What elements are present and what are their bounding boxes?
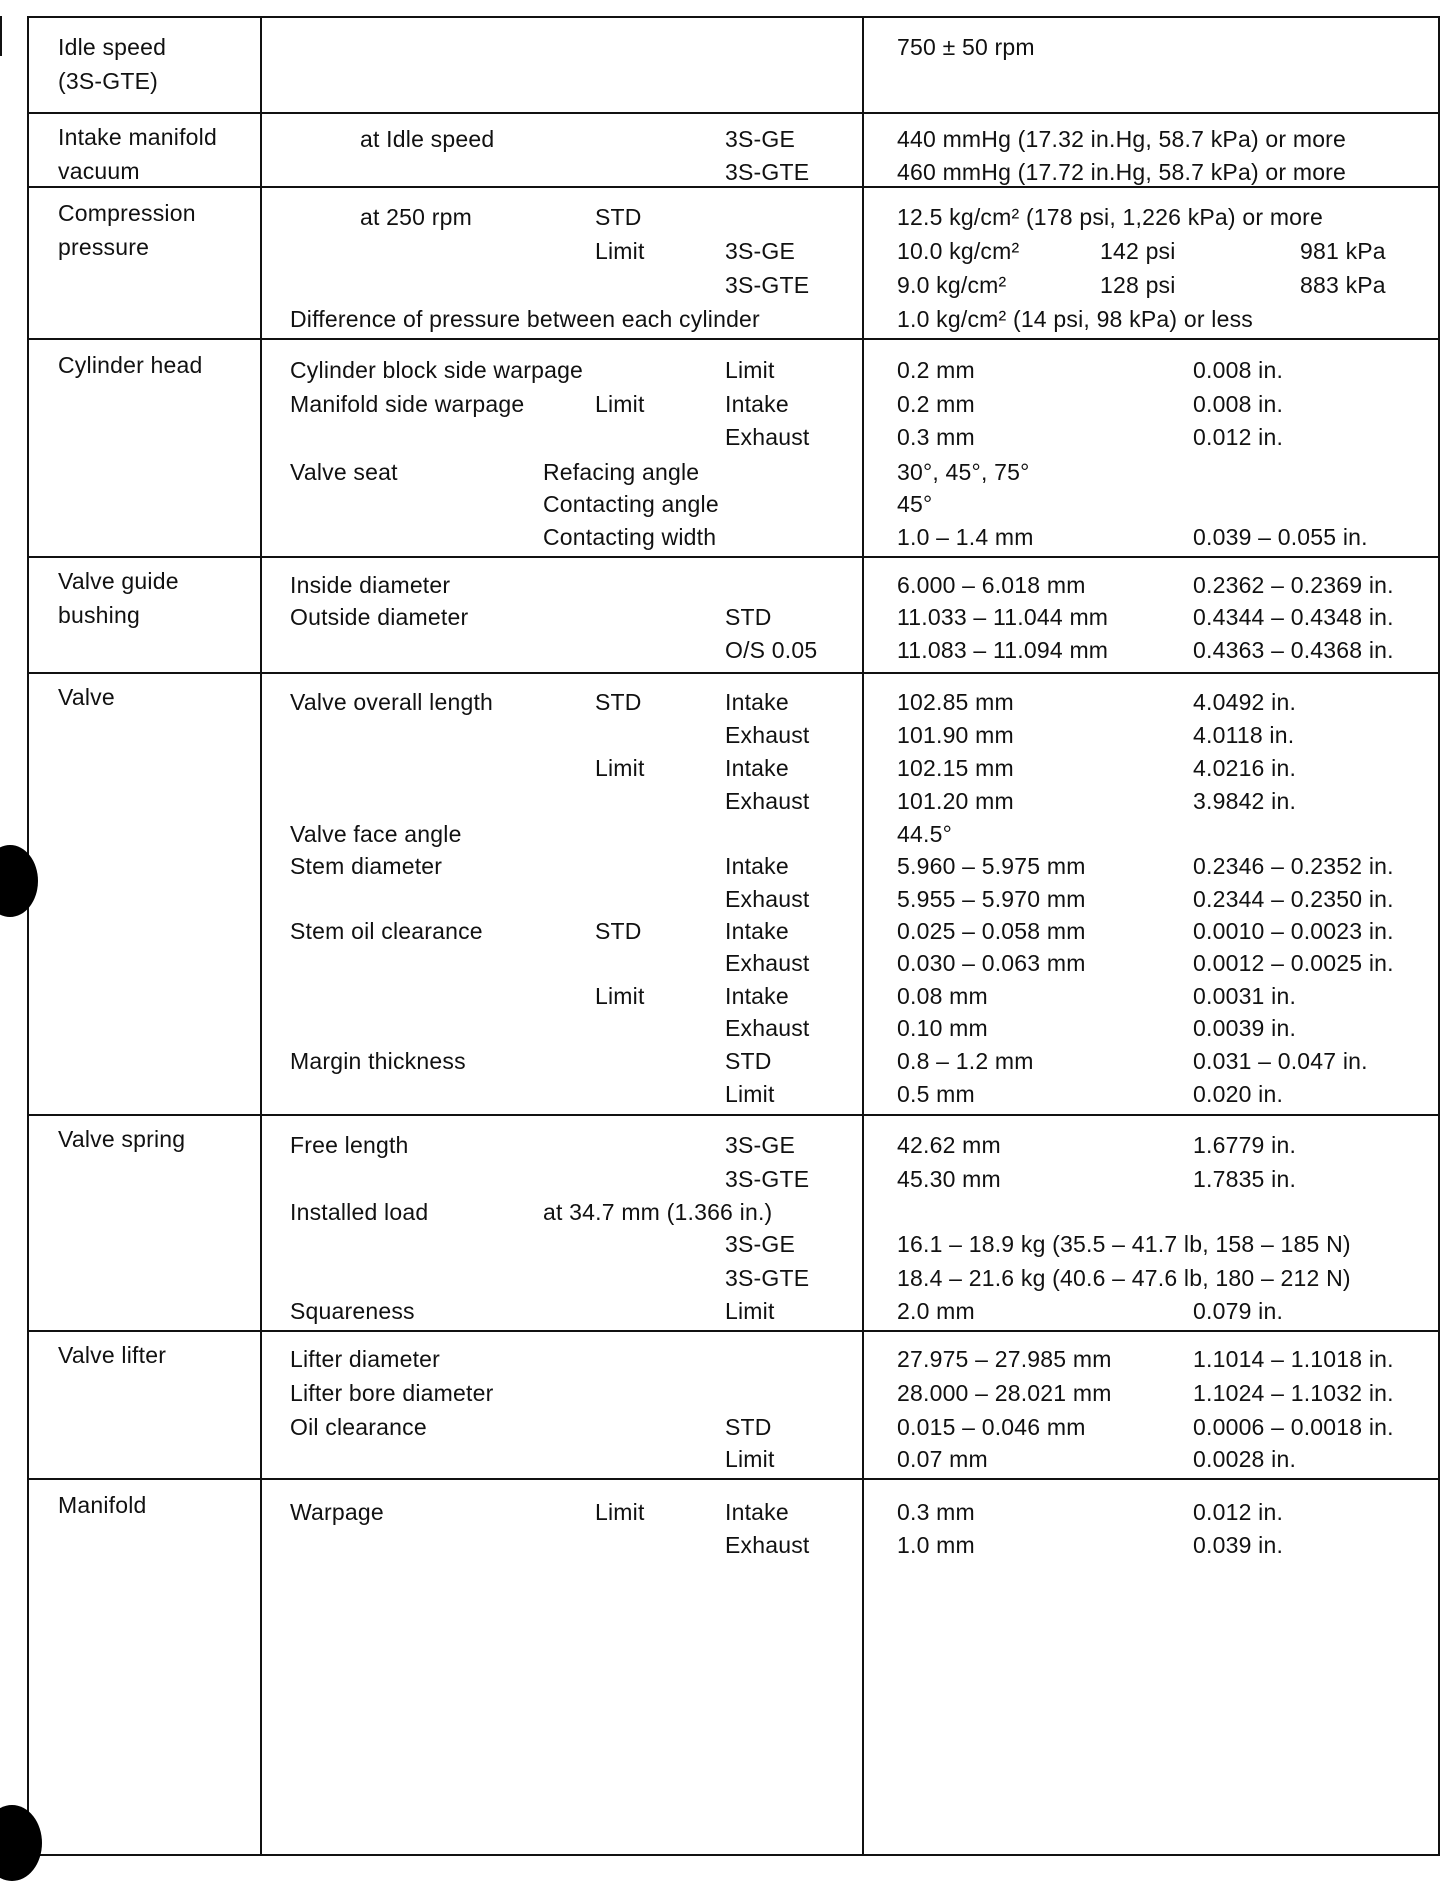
- spec-qualifier: Intake: [725, 689, 789, 715]
- imperial-value: 0.0028 in.: [1193, 1446, 1297, 1472]
- column-divider-values: [862, 16, 864, 1856]
- kpa-value: 883 kPa: [1300, 272, 1386, 298]
- spec-condition: STD: [595, 918, 642, 944]
- spec-qualifier: STD: [725, 1048, 772, 1074]
- spec-qualifier: Exhaust: [725, 424, 810, 450]
- spec-condition: STD: [595, 204, 642, 230]
- metric-value: 18.4 – 21.6 kg (40.6 – 47.6 lb, 180 – 212 N): [897, 1265, 1351, 1291]
- component-label: Compression pressure: [58, 200, 196, 260]
- spec-item: Squareness: [290, 1298, 415, 1324]
- spec-qualifier: Intake: [725, 983, 789, 1009]
- metric-value: 2.0 mm: [897, 1298, 975, 1324]
- spec-item: Warpage: [290, 1499, 384, 1525]
- spec-qualifier: STD: [725, 604, 772, 630]
- spec-condition: Limit: [595, 983, 645, 1009]
- component-label: Manifold: [58, 1492, 147, 1518]
- section-separator: [27, 1114, 1440, 1116]
- imperial-value: 0.0006 – 0.0018 in.: [1193, 1414, 1394, 1440]
- metric-value: 0.030 – 0.063 mm: [897, 950, 1086, 976]
- component-label: Valve lifter: [58, 1342, 167, 1368]
- metric-value: 102.15 mm: [897, 755, 1014, 781]
- component-label: Valve spring: [58, 1126, 186, 1152]
- imperial-value: 0.079 in.: [1193, 1298, 1284, 1324]
- imperial-value: 0.2362 – 0.2369 in.: [1193, 572, 1394, 598]
- spec-condition: Limit: [595, 755, 645, 781]
- imperial-value: 0.4344 – 0.4348 in.: [1193, 604, 1394, 630]
- spec-item: Stem oil clearance: [290, 918, 483, 944]
- spec-item: Free length: [290, 1132, 409, 1158]
- spec-condition: Limit: [595, 1499, 645, 1525]
- metric-value: 1.0 mm: [897, 1532, 975, 1558]
- imperial-value: 0.020 in.: [1193, 1081, 1284, 1107]
- imperial-value: 0.039 – 0.055 in.: [1193, 524, 1368, 550]
- spec-qualifier: 3S-GE: [725, 1132, 796, 1158]
- metric-value: 5.955 – 5.970 mm: [897, 886, 1086, 912]
- spec-qualifier: O/S 0.05: [725, 637, 818, 663]
- component-label: Intake manifold vacuum: [58, 124, 217, 184]
- imperial-value: 1.1024 – 1.1032 in.: [1193, 1380, 1394, 1406]
- spec-qualifier: Limit: [725, 1298, 775, 1324]
- imperial-value: 0.008 in.: [1193, 357, 1284, 383]
- imperial-value: 0.0031 in.: [1193, 983, 1297, 1009]
- metric-value: 101.90 mm: [897, 722, 1014, 748]
- section-separator: [27, 556, 1440, 558]
- kpa-value: 981 kPa: [1300, 238, 1386, 264]
- imperial-value: 0.012 in.: [1193, 424, 1284, 450]
- imperial-value: 0.0039 in.: [1193, 1015, 1297, 1041]
- metric-value: 16.1 – 18.9 kg (35.5 – 41.7 lb, 158 – 185 N): [897, 1231, 1351, 1257]
- metric-value: 0.10 mm: [897, 1015, 988, 1041]
- metric-value: 9.0 kg/cm²: [897, 272, 1007, 298]
- spec-item: Oil clearance: [290, 1414, 427, 1440]
- metric-value: 1.0 – 1.4 mm: [897, 524, 1034, 550]
- metric-value: 6.000 – 6.018 mm: [897, 572, 1086, 598]
- metric-value: 0.5 mm: [897, 1081, 975, 1107]
- section-separator: [27, 672, 1440, 674]
- spec-qualifier: Intake: [725, 853, 789, 879]
- table-border-left: [27, 16, 29, 1858]
- spec-item: Valve face angle: [290, 821, 462, 847]
- spec-condition: at 34.7 mm (1.366 in.): [543, 1199, 773, 1225]
- metric-value: 1.0 kg/cm² (14 psi, 98 kPa) or less: [897, 306, 1253, 332]
- spec-qualifier: Exhaust: [725, 886, 810, 912]
- spec-qualifier: 3S-GE: [725, 1231, 796, 1257]
- spec-qualifier: 3S-GE: [725, 238, 796, 264]
- psi-value: 128 psi: [1100, 272, 1176, 298]
- metric-value: 45°: [897, 491, 933, 517]
- spec-item: at 250 rpm: [360, 204, 472, 230]
- table-border-top: [27, 16, 1440, 18]
- spec-condition: STD: [595, 689, 642, 715]
- imperial-value: 0.039 in.: [1193, 1532, 1284, 1558]
- metric-value: 101.20 mm: [897, 788, 1014, 814]
- spec-item: Lifter bore diameter: [290, 1380, 494, 1406]
- psi-value: 142 psi: [1100, 238, 1176, 264]
- spec-qualifier: Exhaust: [725, 1532, 810, 1558]
- spec-qualifier: Intake: [725, 391, 789, 417]
- component-label: Cylinder head: [58, 352, 203, 378]
- imperial-value: 1.7835 in.: [1193, 1166, 1297, 1192]
- table-border-right: [1438, 16, 1440, 1856]
- imperial-value: 4.0492 in.: [1193, 689, 1297, 715]
- imperial-value: 0.0010 – 0.0023 in.: [1193, 918, 1394, 944]
- imperial-value: 0.012 in.: [1193, 1499, 1284, 1525]
- metric-value: 0.2 mm: [897, 357, 975, 383]
- spec-qualifier: STD: [725, 1414, 772, 1440]
- spec-item: Manifold side warpage: [290, 391, 525, 417]
- metric-value: 0.3 mm: [897, 424, 975, 450]
- spec-condition: Contacting width: [543, 524, 717, 550]
- metric-value: 0.2 mm: [897, 391, 975, 417]
- imperial-value: 3.9842 in.: [1193, 788, 1297, 814]
- imperial-value: 0.2344 – 0.2350 in.: [1193, 886, 1394, 912]
- spec-condition: Limit: [595, 238, 645, 264]
- table-border-bottom: [27, 1854, 1440, 1856]
- spec-item: Stem diameter: [290, 853, 443, 879]
- imperial-value: 0.4363 – 0.4368 in.: [1193, 637, 1394, 663]
- metric-value: 102.85 mm: [897, 689, 1014, 715]
- spec-condition: Refacing angle: [543, 459, 700, 485]
- metric-value: 12.5 kg/cm² (178 psi, 1,226 kPa) or more: [897, 204, 1324, 230]
- spec-condition: Limit: [595, 391, 645, 417]
- spec-qualifier: Exhaust: [725, 950, 810, 976]
- metric-value: 0.07 mm: [897, 1446, 988, 1472]
- imperial-value: 4.0216 in.: [1193, 755, 1297, 781]
- spec-item: Valve seat: [290, 459, 398, 485]
- spec-qualifier: Intake: [725, 918, 789, 944]
- spec-item: Lifter diameter: [290, 1346, 441, 1372]
- spec-item: Outside diameter: [290, 604, 469, 630]
- metric-value: 28.000 – 28.021 mm: [897, 1380, 1112, 1406]
- spec-item: Difference of pressure between each cylinder: [290, 306, 760, 332]
- imperial-value: 1.6779 in.: [1193, 1132, 1297, 1158]
- metric-value: 750 ± 50 rpm: [897, 34, 1035, 60]
- metric-value: 11.083 – 11.094 mm: [897, 637, 1109, 663]
- metric-value: 460 mmHg (17.72 in.Hg, 58.7 kPa) or more: [897, 159, 1347, 185]
- metric-value: 0.015 – 0.046 mm: [897, 1414, 1086, 1440]
- metric-value: 10.0 kg/cm²: [897, 238, 1020, 264]
- imperial-value: 0.031 – 0.047 in.: [1193, 1048, 1368, 1074]
- imperial-value: 0.008 in.: [1193, 391, 1284, 417]
- spec-item: Cylinder block side warpage: [290, 357, 584, 383]
- metric-value: 30°, 45°, 75°: [897, 459, 1030, 485]
- section-separator: [27, 338, 1440, 340]
- spec-qualifier: 3S-GE: [725, 126, 796, 152]
- imperial-value: 1.1014 – 1.1018 in.: [1193, 1346, 1394, 1372]
- spec-qualifier: 3S-GTE: [725, 1265, 810, 1291]
- component-label: Valve guide bushing: [58, 568, 179, 628]
- metric-value: 45.30 mm: [897, 1166, 1001, 1192]
- spec-qualifier: Exhaust: [725, 788, 810, 814]
- metric-value: 44.5°: [897, 821, 952, 847]
- punch-hole: [0, 1805, 42, 1881]
- spec-qualifier: Limit: [725, 1081, 775, 1107]
- metric-value: 0.3 mm: [897, 1499, 975, 1525]
- metric-value: 42.62 mm: [897, 1132, 1001, 1158]
- imperial-value: 4.0118 in.: [1193, 722, 1295, 748]
- metric-value: 5.960 – 5.975 mm: [897, 853, 1086, 879]
- column-divider-component: [260, 16, 262, 1856]
- spec-item: Margin thickness: [290, 1048, 466, 1074]
- margin-tick: [0, 16, 2, 56]
- metric-value: 0.025 – 0.058 mm: [897, 918, 1086, 944]
- spec-qualifier: Intake: [725, 1499, 789, 1525]
- metric-value: 440 mmHg (17.32 in.Hg, 58.7 kPa) or more: [897, 126, 1347, 152]
- metric-value: 0.08 mm: [897, 983, 988, 1009]
- spec-qualifier: 3S-GTE: [725, 1166, 810, 1192]
- component-label: Idle speed (3S-GTE): [58, 34, 167, 94]
- spec-item: at Idle speed: [360, 126, 495, 152]
- imperial-value: 0.0012 – 0.0025 in.: [1193, 950, 1394, 976]
- spec-qualifier: 3S-GTE: [725, 159, 810, 185]
- component-label: Valve: [58, 684, 115, 710]
- spec-qualifier: 3S-GTE: [725, 272, 810, 298]
- spec-qualifier: Limit: [725, 357, 775, 383]
- spec-item: Installed load: [290, 1199, 429, 1225]
- punch-hole: [0, 845, 38, 917]
- spec-condition: Contacting angle: [543, 491, 719, 517]
- metric-value: 27.975 – 27.985 mm: [897, 1346, 1112, 1372]
- spec-qualifier: Exhaust: [725, 1015, 810, 1041]
- spec-qualifier: Limit: [725, 1446, 775, 1472]
- spec-qualifier: Exhaust: [725, 722, 810, 748]
- imperial-value: 0.2346 – 0.2352 in.: [1193, 853, 1394, 879]
- metric-value: 0.8 – 1.2 mm: [897, 1048, 1034, 1074]
- metric-value: 11.033 – 11.044 mm: [897, 604, 1109, 630]
- spec-qualifier: Intake: [725, 755, 789, 781]
- section-separator: [27, 112, 1440, 114]
- spec-item: Inside diameter: [290, 572, 451, 598]
- section-separator: [27, 1478, 1440, 1480]
- section-separator: [27, 1330, 1440, 1332]
- spec-item: Valve overall length: [290, 689, 494, 715]
